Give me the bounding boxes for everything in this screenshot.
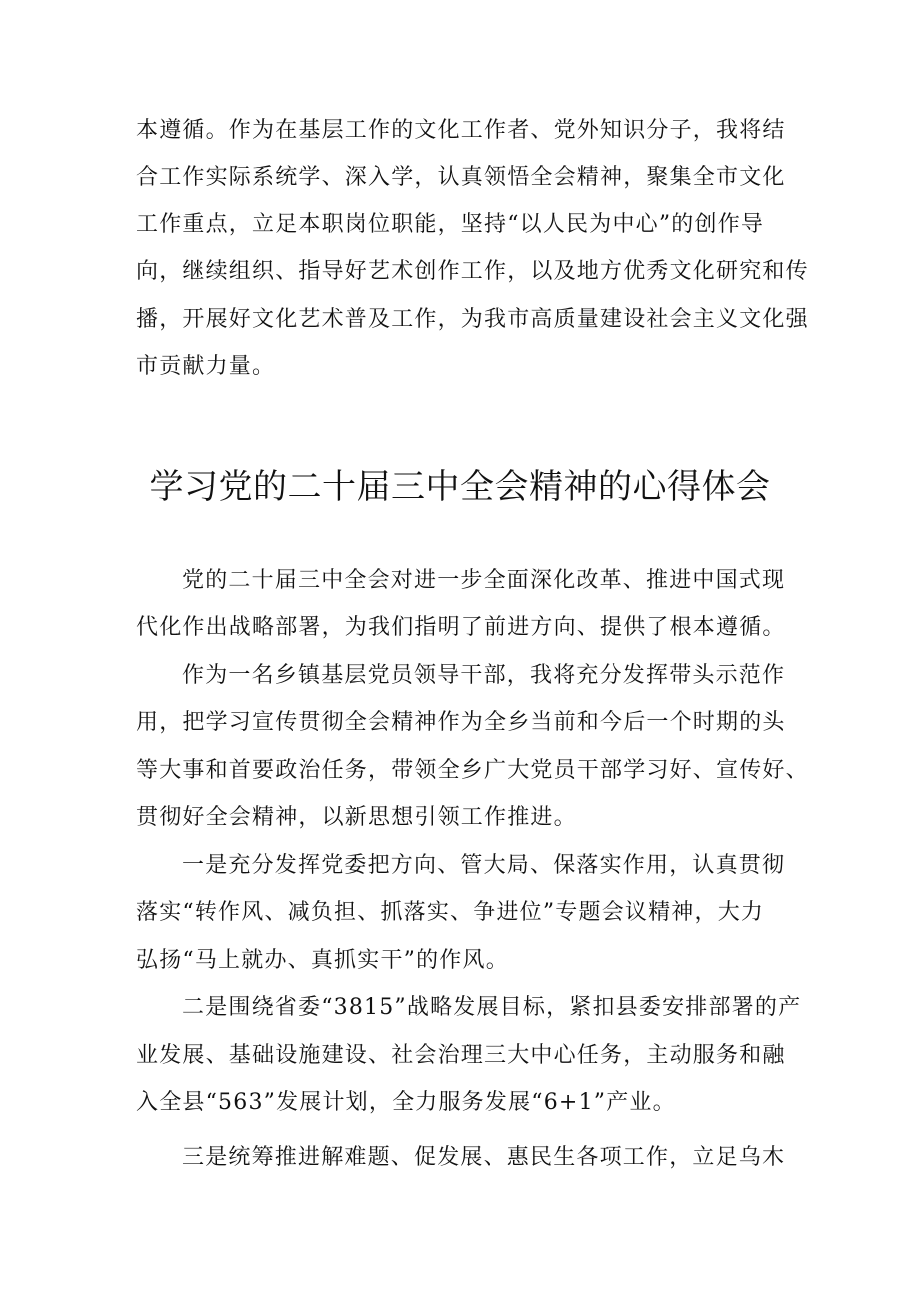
paragraph-first-line: 一是充分发挥党委把方向、管大局、保落实作用，认真贯彻 <box>182 853 786 878</box>
text-line: 合工作实际系统学、深入学，认真领悟全会精神，聚集全市文化 <box>136 165 786 190</box>
text-line: 业发展、基础设施建设、社会治理三大中心任务，主动服务和融 <box>136 1043 786 1068</box>
text-line: 播，开展好文化艺术普及工作，为我市高质量建设社会主义文化强 <box>136 307 809 332</box>
article-title: 学习党的二十届三中全会精神的心得体会 <box>149 467 771 507</box>
text-line: 落实“转作风、减负担、抓落实、争进位”专题会议精神，大力 <box>136 900 765 925</box>
text-line: 向，继续组织、指导好艺术创作工作，以及地方优秀文化研究和传 <box>136 259 809 284</box>
paragraph-first-line: 二是围绕省委“3815”战略发展目标，紧扣县委安排部署的产 <box>182 995 802 1020</box>
text-line: 贯彻好全会精神，以新思想引领工作推进。 <box>136 805 577 830</box>
text-line: 本遵循。作为在基层工作的文化工作者、党外知识分子，我将结 <box>136 118 786 143</box>
paragraph-first-line: 作为一名乡镇基层党员领导干部，我将充分发挥带头示范作 <box>182 663 786 688</box>
paragraph-first-line: 党的二十届三中全会对进一步全面深化改革、推进中国式现 <box>182 568 786 593</box>
text-line: 市贡献力量。 <box>136 354 276 379</box>
text-line: 入全县“563”发展计划，全力服务发展“6+1”产业。 <box>136 1090 676 1115</box>
text-line: 弘扬“马上就办、真抓实干”的作风。 <box>136 948 509 973</box>
text-line: 工作重点，立足本职岗位职能，坚持“以人民为中心”的创作导 <box>136 212 765 237</box>
text-line: 用，把学习宣传贯彻全会精神作为全乡当前和今后一个时期的头 <box>136 710 786 735</box>
paragraph-first-line: 三是统筹推进解难题、促发展、惠民生各项工作，立足乌木 <box>182 1145 786 1170</box>
text-line: 代化作出战略部署，为我们指明了前进方向、提供了根本遵循。 <box>136 615 786 640</box>
text-line: 等大事和首要政治任务，带领全乡广大党员干部学习好、宣传好、 <box>136 758 809 783</box>
